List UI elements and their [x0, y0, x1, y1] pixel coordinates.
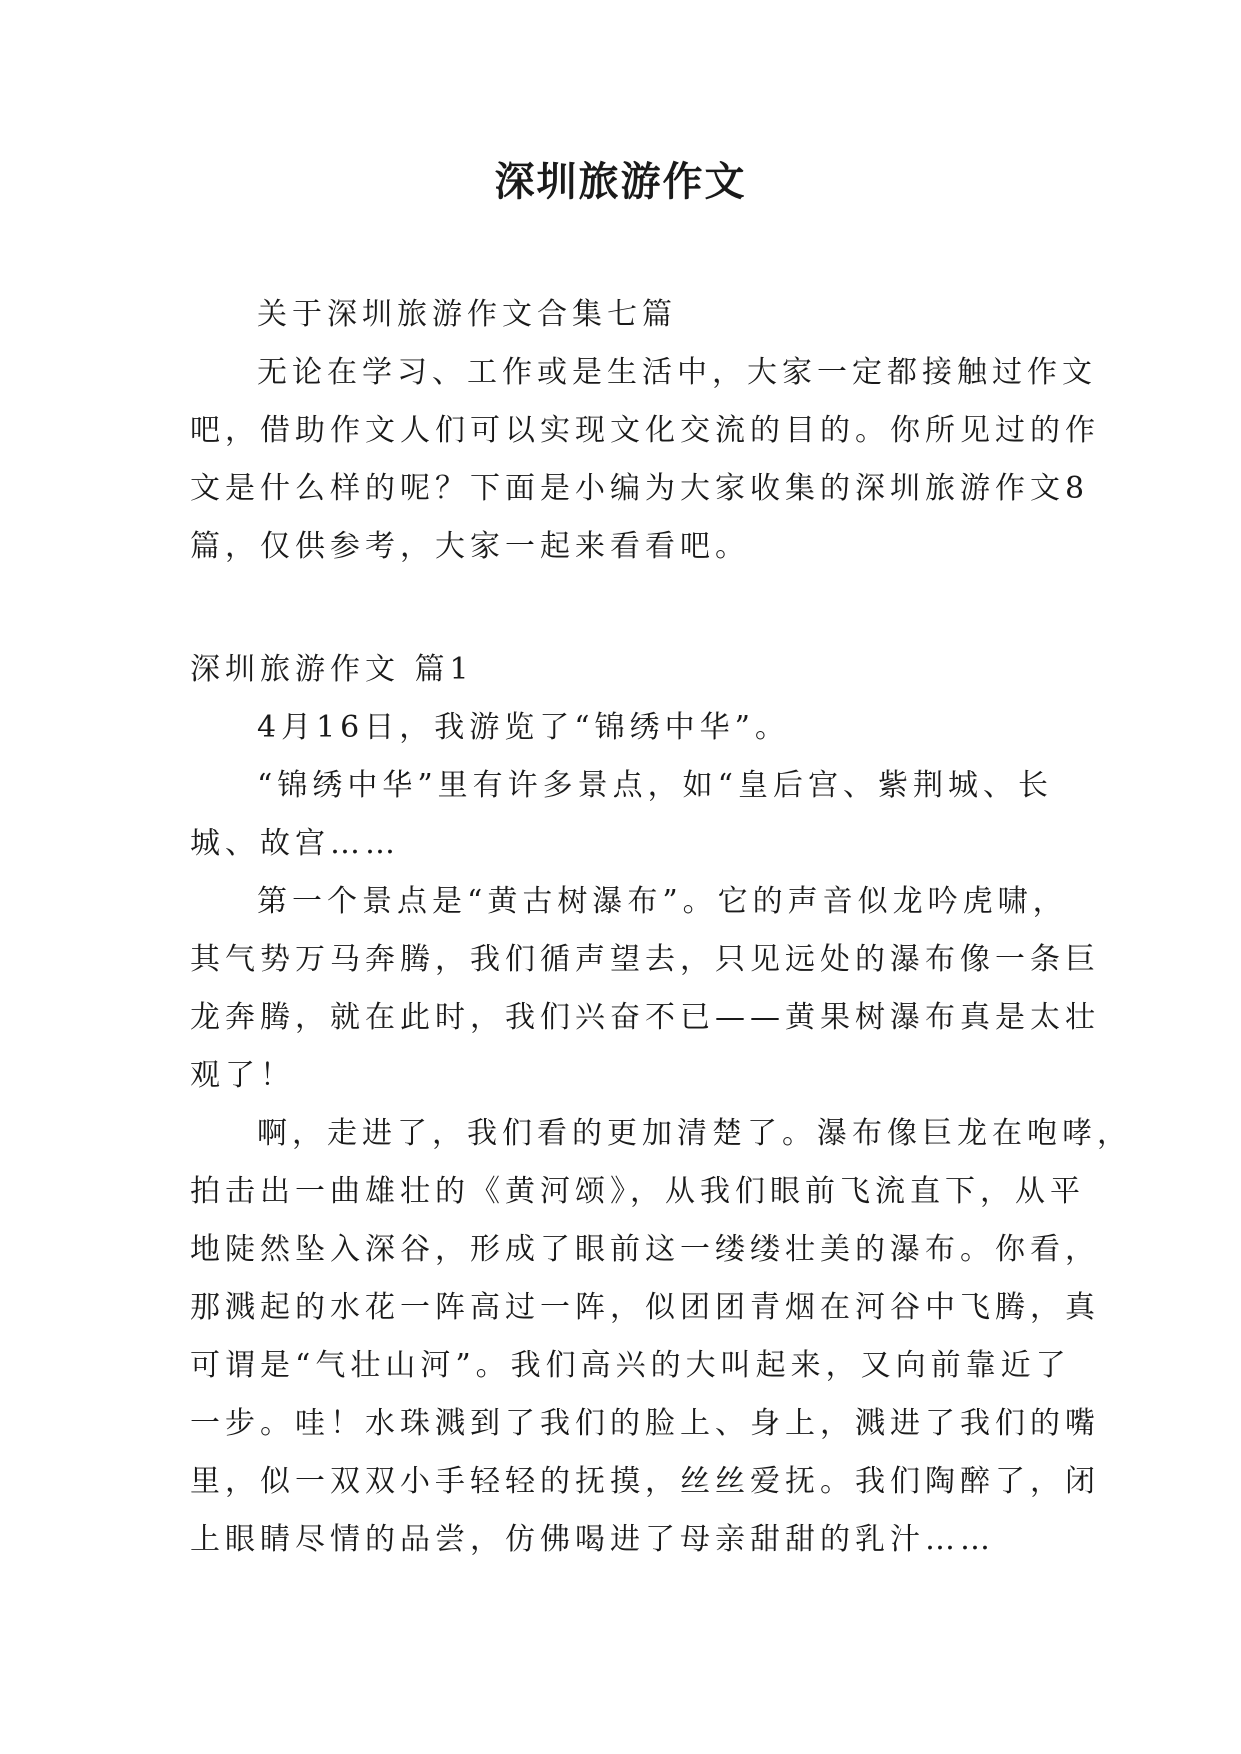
paragraph-line: 城、故宫……	[190, 826, 400, 861]
section-1	[190, 641, 1132, 1569]
document-title: 深圳旅游作文	[494, 158, 747, 205]
intro-block	[190, 286, 1100, 576]
intro-paragraph-line: 吧，借助作文人们可以实现文化交流的目的。你所见过的作	[190, 413, 1100, 448]
paragraph-line: 一步。哇！水珠溅到了我们的脸上、身上，溅进了我们的嘴	[190, 1406, 1100, 1441]
paragraph-line: 那溅起的水花一阵高过一阵，似团团青烟在河谷中飞腾，真	[190, 1290, 1100, 1325]
paragraph-line: 可谓是“气壮山河”。我们高兴的大叫起来，又向前靠近了	[190, 1348, 1071, 1383]
paragraph-line: 上眼睛尽情的品尝，仿佛喝进了母亲甜甜的乳汁……	[190, 1522, 995, 1557]
paragraph-line: 里，似一双双小手轻轻的抚摸，丝丝爱抚。我们陶醉了，闭	[190, 1464, 1100, 1499]
paragraph-line: “锦绣中华”里有许多景点，如“皇后宫、紫荆城、长	[257, 768, 1054, 803]
paragraph-line: 拍击出一曲雄壮的《黄河颂》，从我们眼前飞流直下，从平	[190, 1174, 1085, 1209]
paragraph-line: 地陡然坠入深谷，形成了眼前这一缕缕壮美的瀑布。你看，	[190, 1232, 1100, 1267]
paragraph-line: 龙奔腾，就在此时，我们兴奋不已——黄果树瀑布真是太壮	[190, 1000, 1100, 1035]
paragraph-line: 4月16日，我游览了“锦绣中华”。	[257, 710, 790, 745]
paragraph-line: 啊，走进了，我们看的更加清楚了。瀑布像巨龙在咆哮，	[257, 1116, 1132, 1151]
intro-paragraph-line: 文是什么样的呢？下面是小编为大家收集的深圳旅游作文8	[190, 471, 1090, 506]
paragraph-line: 其气势万马奔腾，我们循声望去，只见远处的瀑布像一条巨	[190, 942, 1100, 977]
intro-subtitle: 关于深圳旅游作文合集七篇	[257, 297, 677, 332]
paragraph-line: 第一个景点是“黄古树瀑布”。它的声音似龙吟虎啸，	[257, 884, 1068, 919]
intro-paragraph-line: 无论在学习、工作或是生活中，大家一定都接触过作文	[257, 355, 1097, 390]
section-heading: 深圳旅游作文 篇1	[190, 652, 474, 687]
intro-paragraph-line: 篇，仅供参考，大家一起来看看吧。	[190, 529, 750, 564]
paragraph-line: 观了！	[190, 1058, 295, 1093]
